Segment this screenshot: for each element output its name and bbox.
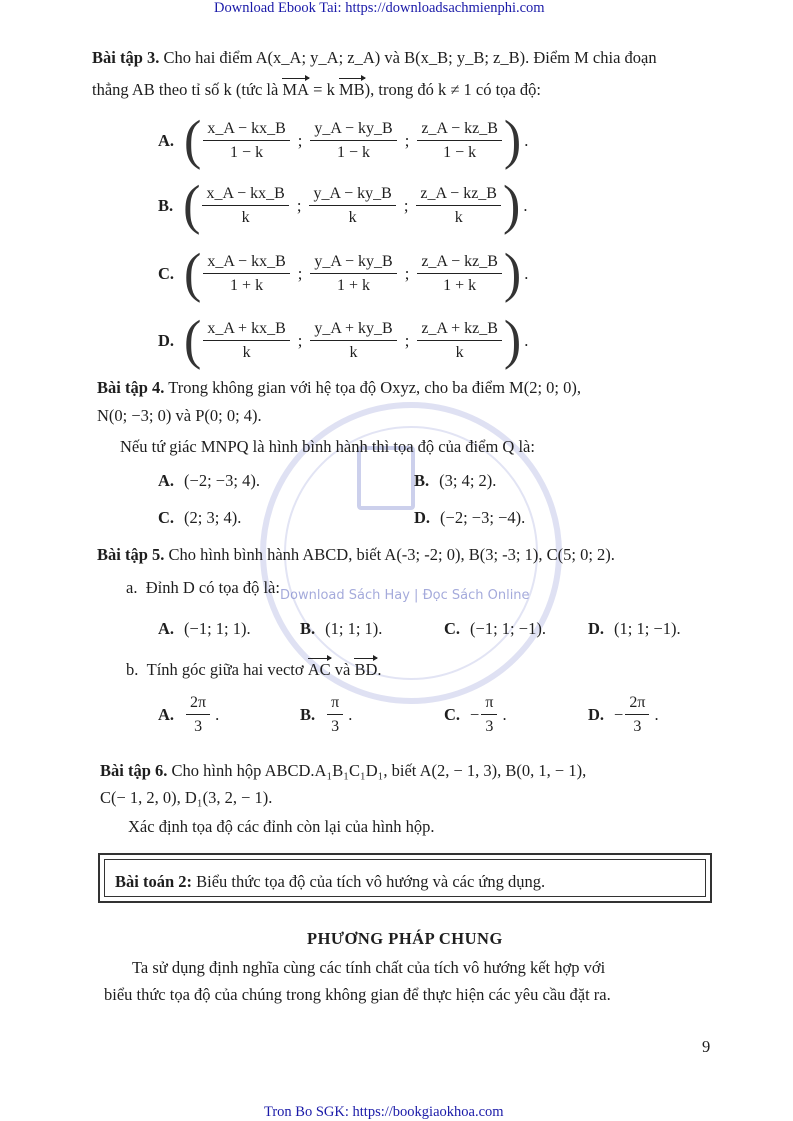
ex5b-option-a[interactable]: [158, 694, 219, 736]
separator: ;: [404, 264, 410, 283]
page-number: 9: [702, 1037, 711, 1056]
fraction-numerator: y_A − ky_B: [310, 120, 396, 141]
ex4-option-a[interactable]: A. (−2; −3; 4).: [158, 471, 260, 490]
fraction-numerator: z_A − kz_B: [416, 185, 501, 206]
ex5-line1: [97, 545, 615, 565]
ex3-option-a[interactable]: [158, 110, 529, 171]
right-paren: ): [503, 110, 522, 171]
fraction-numerator: y_A − ky_B: [309, 185, 395, 206]
fraction-denominator: k: [455, 344, 464, 361]
vector-bd: BD: [354, 660, 378, 679]
fraction-denominator: 1 − k: [337, 144, 371, 161]
left-paren: (: [184, 110, 202, 171]
ex5b-option-d[interactable]: [588, 694, 659, 736]
ex4-line1: [97, 378, 581, 398]
fraction-denominator: k: [349, 344, 358, 361]
ex3-option-d[interactable]: [158, 310, 529, 371]
fraction: [625, 694, 649, 736]
fraction-denominator: k: [242, 344, 251, 361]
box-label: Bài toán 2:: [115, 872, 193, 891]
option-label: C.: [158, 264, 175, 283]
ex5a-option-c[interactable]: C. (−1; 1; −1).: [444, 619, 546, 638]
ex3-text2-pre: thẳng AB theo tỉ số k (tức là: [92, 80, 279, 99]
ex3-text1: Cho hai điểm A(x_A; y_A; z_A) và B(x_B; y_B; z_B). Điểm M chia đoạn: [163, 48, 657, 67]
ex5a-option-d[interactable]: D. (1; 1; −1).: [588, 619, 681, 638]
separator: ;: [297, 331, 303, 350]
footer-sgk-link[interactable]: Tron Bo SGK: https://bookgiaokhoa.com: [264, 1104, 504, 1120]
ex3-option-b[interactable]: [158, 175, 528, 236]
fraction: [186, 694, 210, 736]
ex6-label: Bài tập 6.: [100, 761, 168, 780]
left-paren: (: [184, 243, 202, 304]
fraction: [310, 253, 396, 295]
option-label: B.: [158, 196, 174, 215]
period: .: [524, 131, 529, 150]
fraction-denominator: 1 + k: [230, 277, 264, 294]
ex6-line2: C(− 1, 2, 0), D₁(3, 2, − 1).: [100, 788, 273, 807]
fraction-denominator: 3: [633, 718, 642, 735]
separator: ;: [296, 196, 302, 215]
option-label: A.: [158, 131, 175, 150]
fraction-numerator: x_A − kx_B: [203, 253, 289, 274]
fraction-numerator: x_A + kx_B: [203, 320, 289, 341]
fraction: [481, 694, 497, 736]
ex6-line3: Xác định tọa độ các đỉnh còn lại của hình hộp.: [128, 817, 435, 836]
ex3-text2-mid: = k: [313, 80, 335, 99]
period: .: [524, 331, 529, 350]
fraction: [327, 694, 343, 736]
fraction-numerator: π: [327, 694, 343, 715]
period: .: [654, 705, 659, 724]
ex4-option-d[interactable]: D. (−2; −3; −4).: [414, 508, 526, 527]
option-label: D.: [588, 705, 605, 724]
period: .: [348, 705, 353, 724]
right-paren: ): [503, 243, 522, 304]
fraction: [310, 320, 396, 362]
ex5b-option-b[interactable]: [300, 694, 352, 736]
fraction-denominator: 1 − k: [230, 144, 264, 161]
option-label: A.: [158, 705, 175, 724]
ex4-option-b[interactable]: B. (3; 4; 2).: [414, 471, 497, 490]
period: .: [524, 264, 529, 283]
fraction-numerator: y_A − ky_B: [310, 253, 396, 274]
fraction-denominator: k: [454, 209, 463, 226]
fraction-numerator: y_A + ky_B: [310, 320, 396, 341]
fraction: [417, 320, 502, 362]
option-label: D.: [158, 331, 175, 350]
fraction: [203, 320, 289, 362]
ex5a-option-b[interactable]: B. (1; 1; 1).: [300, 619, 383, 638]
fraction-numerator: z_A + kz_B: [417, 320, 502, 341]
ex5a-option-a[interactable]: A. (−1; 1; 1).: [158, 619, 251, 638]
fraction-denominator: 1 − k: [443, 144, 477, 161]
left-paren: (: [184, 310, 202, 371]
vector-ma: MA: [282, 80, 310, 99]
fraction: [416, 185, 501, 227]
separator: ;: [404, 331, 410, 350]
ex6-text1: Cho hình hộp ABCD.A₁B₁C₁D₁, biết A(2, − 1, 3), B(0, 1, − 1),: [171, 761, 587, 780]
ex4-line2: N(0; −3; 0) và P(0; 0; 4).: [97, 406, 262, 425]
ex3-line1: [92, 48, 657, 68]
fraction-numerator: 2π: [625, 694, 649, 715]
fraction-numerator: z_A − kz_B: [417, 253, 502, 274]
ex4-label: Bài tập 4.: [97, 378, 165, 397]
ex3-option-c[interactable]: [158, 243, 529, 304]
method-title: PHƯƠNG PHÁP CHUNG: [307, 929, 503, 948]
method-line1: Ta sử dụng định nghĩa cùng các tính chất của tích vô hướng kết hợp với: [132, 958, 606, 977]
fraction-numerator: z_A − kz_B: [417, 120, 502, 141]
method-line2: biểu thức tọa độ của chúng trong không gian để thực hiện các yêu cầu đặt ra.: [104, 985, 611, 1004]
fraction-denominator: k: [241, 209, 250, 226]
ex3-line2: [92, 80, 541, 100]
fraction-denominator: 1 + k: [337, 277, 371, 294]
fraction: [417, 120, 502, 162]
ex5-label: Bài tập 5.: [97, 545, 165, 564]
sign: −: [470, 705, 480, 724]
fraction-numerator: x_A − kx_B: [202, 185, 288, 206]
ex6-line1: [100, 761, 586, 781]
separator: ;: [297, 264, 303, 283]
right-paren: ): [502, 175, 521, 236]
fraction-denominator: k: [348, 209, 357, 226]
fraction-denominator: 1 + k: [443, 277, 477, 294]
vector-ac: AC: [307, 660, 331, 679]
period: .: [215, 705, 220, 724]
fraction: [203, 120, 289, 162]
ex5-b-question: b. Tính góc giữa hai vectơ AC và BD.: [126, 660, 382, 679]
period: .: [502, 705, 507, 724]
header-download-link[interactable]: Download Ebook Tai: https://downloadsachmienphi.com: [214, 0, 545, 16]
ex4-question: Nếu tứ giác MNPQ là hình bình hành thì tọa độ của điểm Q là:: [120, 437, 535, 456]
fraction: [202, 185, 288, 227]
fraction-denominator: 3: [194, 718, 203, 735]
problem-box: [98, 853, 712, 903]
ex5-text1: Cho hình bình hành ABCD, biết A(-3; -2; 0), B(3; -3; 1), C(5; 0; 2).: [168, 545, 615, 564]
option-label: C.: [444, 705, 461, 724]
sign: −: [614, 705, 624, 724]
separator: ;: [297, 131, 303, 150]
fraction-denominator: 3: [485, 718, 494, 735]
fraction-numerator: x_A − kx_B: [203, 120, 289, 141]
fraction-numerator: π: [481, 694, 497, 715]
fraction: [417, 253, 502, 295]
option-label: B.: [300, 705, 316, 724]
watermark-text: Download Sách Hay | Đọc Sách Online: [280, 588, 530, 603]
period: .: [523, 196, 528, 215]
vector-mb: MB: [338, 80, 365, 99]
fraction-numerator: 2π: [186, 694, 210, 715]
ex5-a-question: a. Đỉnh D có tọa độ là:: [126, 578, 280, 597]
left-paren: (: [183, 175, 201, 236]
ex3-text2-post: ), trong đó k ≠ 1 có tọa độ:: [364, 80, 541, 99]
ex5b-option-c[interactable]: [444, 694, 507, 736]
fraction-denominator: 3: [331, 718, 340, 735]
right-paren: ): [503, 310, 522, 371]
ex4-text1: Trong không gian với hệ tọa độ Oxyz, cho ba điểm M(2; 0; 0),: [168, 378, 581, 397]
box-text: Biểu thức tọa độ của tích vô hướng và các ứng dụng.: [196, 872, 546, 891]
ex3-label: Bài tập 3.: [92, 48, 160, 67]
separator: ;: [404, 131, 410, 150]
fraction: [203, 253, 289, 295]
ex4-option-c[interactable]: C. (2; 3; 4).: [158, 508, 242, 527]
separator: ;: [403, 196, 409, 215]
fraction: [310, 120, 396, 162]
fraction: [309, 185, 395, 227]
